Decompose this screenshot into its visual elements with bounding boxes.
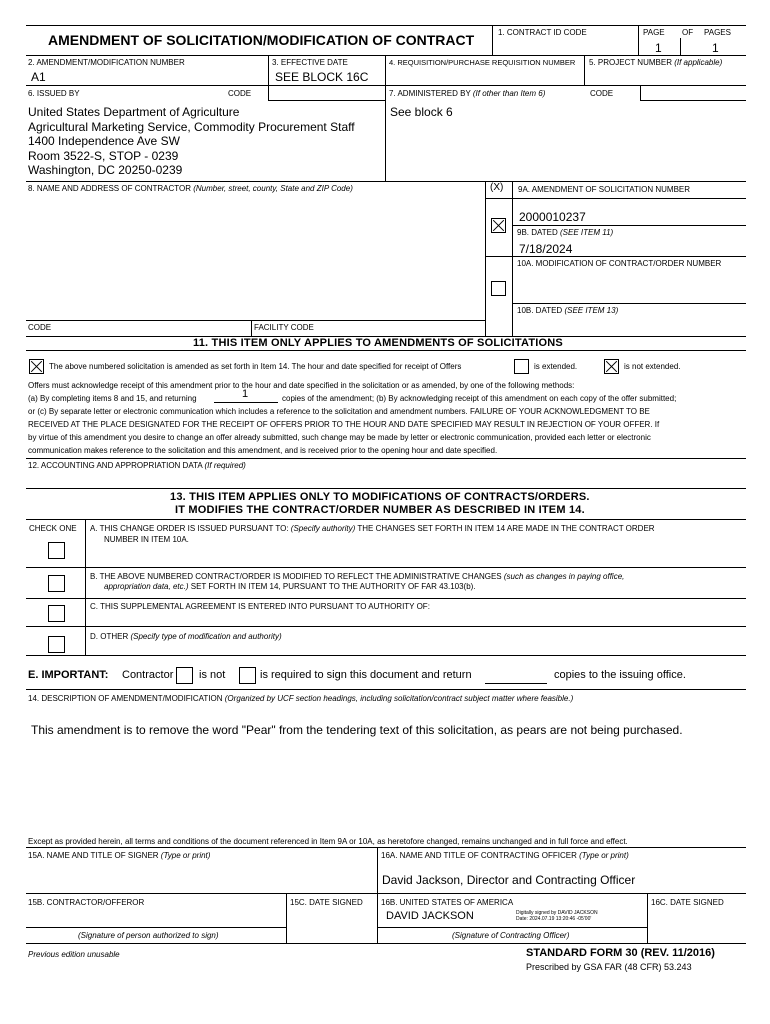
except-text: Except as provided herein, all terms and conditions of the document referenced in Item 9A or 10A, as heretofore changed, remains unchanged and in full force and effect. bbox=[28, 837, 628, 846]
amendment-number-value: A1 bbox=[31, 70, 46, 84]
dated-9b-label: 9B. DATED (SEE ITEM 11) bbox=[517, 228, 614, 237]
important-contractor: Contractor bbox=[122, 669, 174, 681]
modification-contract-number-label: 10A. MODIFICATION OF CONTRACT/ORDER NUMBER bbox=[517, 259, 722, 268]
contractor-offeror-label: 15B. CONTRACTOR/OFFEROR bbox=[28, 898, 145, 907]
item-11-title: 11. THIS ITEM ONLY APPLIES TO AMENDMENTS OF SOLICITATIONS bbox=[193, 337, 563, 349]
form-title: AMENDMENT OF SOLICITATION/MODIFICATION OF CONTRACT bbox=[48, 32, 475, 48]
issued-by-code-label: CODE bbox=[228, 89, 252, 98]
administered-by-label: 7. ADMINISTERED BY (If other than Item 6) bbox=[389, 89, 546, 98]
administered-by-value: See block 6 bbox=[390, 105, 453, 119]
item-13d-text: D. OTHER (Specify type of modification and authority) bbox=[90, 632, 282, 641]
signer-name-label: 15A. NAME AND TITLE OF SIGNER (Type or print) bbox=[28, 851, 211, 860]
extended-label: is extended. bbox=[534, 362, 578, 371]
accounting-data-label: 12. ACCOUNTING AND APPROPRIATION DATA (If required) bbox=[28, 461, 246, 470]
contractor-signature-caption: (Signature of person authorized to sign) bbox=[78, 931, 219, 940]
pages-label: PAGES bbox=[704, 28, 731, 37]
amendment-solicitation-number-value: 2000010237 bbox=[519, 210, 586, 224]
co-name-label: 16A. NAME AND TITLE OF CONTRACTING OFFICER (Type or print) bbox=[381, 851, 629, 860]
co-name-value: David Jackson, Director and Contracting Officer bbox=[382, 873, 636, 887]
not-extended-checkbox[interactable] bbox=[604, 359, 619, 374]
amendment-solicitation-number-label: 9A. AMENDMENT OF SOLICITATION NUMBER bbox=[518, 185, 691, 194]
amendment-checkbox-9[interactable] bbox=[491, 218, 506, 233]
co-date-signed-label: 16C. DATE SIGNED bbox=[651, 898, 724, 907]
description-label: 14. DESCRIPTION OF AMENDMENT/MODIFICATION (Organized by UCF section headings, including solicitation/contract subject matter where feasible.) bbox=[28, 694, 574, 703]
item-13b-text-2: appropriation data, etc.) SET FORTH IN ITEM 14, PURSUANT TO THE AUTHORITY OF FAR 43.103(b). bbox=[104, 582, 476, 591]
issued-by-address: United States Department of Agriculture Agricultural Marketing Service, Commodity Procurement Staff 1400 Independence Ave SW Room 3522-S, STOP - 0239 Washington, DC 20250-0239 bbox=[28, 105, 355, 177]
contractor-label: 8. NAME AND ADDRESS OF CONTRACTOR (Number, street, county, State and ZIP Code) bbox=[28, 184, 353, 193]
amendment-number-label: 2. AMENDMENT/MODIFICATION NUMBER bbox=[28, 58, 185, 67]
item-11-para-2a: (a) By completing items 8 and 15, and returning bbox=[28, 394, 197, 403]
item-11-para-1: Offers must acknowledge receipt of this amendment prior to the hour and date specified in the solicitation or as amended, by one of the following methods: bbox=[28, 381, 575, 390]
requisition-number-label: 4. REQUISITION/PURCHASE REQUISITION NUMBER bbox=[389, 58, 576, 67]
description-text: This amendment is to remove the word "Pear" from the tendering text of this solicitation, as pears are not being purchased. bbox=[31, 723, 683, 737]
item-13a-text: A. THIS CHANGE ORDER IS ISSUED PURSUANT TO: (Specify authority) THE CHANGES SET FORTH IN ITEM 14 ARE MADE IN THE CONTRACT ORDER bbox=[90, 524, 655, 533]
important-is-required: is required to sign this document and return bbox=[260, 669, 472, 681]
check-13a[interactable] bbox=[48, 542, 65, 559]
effective-date-label: 3. EFFECTIVE DATE bbox=[272, 58, 348, 67]
important-is-not: is not bbox=[199, 669, 226, 681]
x-column-label: (X) bbox=[490, 182, 504, 193]
digital-signature-line-2: Date: 2024.07.19 13:20:46 -05'00' bbox=[516, 916, 592, 922]
copies-returned-value: 1 bbox=[242, 388, 249, 400]
of-label: OF bbox=[682, 28, 694, 37]
form-number: STANDARD FORM 30 (REV. 11/2016) bbox=[526, 947, 715, 959]
item-13-title-1: 13. THIS ITEM APPLIES ONLY TO MODIFICATIONS OF CONTRACTS/ORDERS. bbox=[170, 491, 590, 503]
item-11-line1: The above numbered solicitation is amended as set forth in Item 14. The hour and date specified for receipt of Offers bbox=[49, 362, 462, 371]
item-13-title-2: IT MODIFIES THE CONTRACT/ORDER NUMBER AS DESCRIBED IN ITEM 14. bbox=[175, 504, 585, 516]
item-13b-text: B. THE ABOVE NUMBERED CONTRACT/ORDER IS MODIFIED TO REFLECT THE ADMINISTRATIVE CHANGES (such as changes in paying office, bbox=[90, 572, 625, 581]
dated-9b-value: 7/18/2024 bbox=[519, 242, 573, 256]
contractor-is-not-checkbox[interactable] bbox=[176, 667, 193, 684]
check-13b[interactable] bbox=[48, 575, 65, 592]
item-11-para-2b: copies of the amendment; (b) By acknowledging receipt of this amendment on each copy of the offer submitted; bbox=[282, 394, 677, 403]
check-13c[interactable] bbox=[48, 605, 65, 622]
important-copies: copies to the issuing office. bbox=[554, 669, 686, 681]
important-label: E. IMPORTANT: bbox=[28, 669, 109, 681]
item-11-para-3: or (c) By separate letter or electronic communication which includes a reference to the solicitation and amendment numbers. FAILURE OF YOUR ACKNOWLEDGMENT TO BE bbox=[28, 407, 650, 416]
contractor-is-required-checkbox[interactable] bbox=[239, 667, 256, 684]
item-13c-text: C. THIS SUPPLEMENTAL AGREEMENT IS ENTERED INTO PURSUANT TO AUTHORITY OF: bbox=[90, 602, 430, 611]
contractor-date-signed-label: 15C. DATE SIGNED bbox=[290, 898, 363, 907]
page-count: 1 bbox=[712, 41, 719, 55]
not-extended-label: is not extended. bbox=[624, 362, 681, 371]
check-one-label: CHECK ONE bbox=[29, 524, 77, 533]
co-signature-caption: (Signature of Contracting Officer) bbox=[452, 931, 570, 940]
digital-signature-line-1: Digitally signed by DAVID JACKSON bbox=[516, 910, 598, 916]
page-number: 1 bbox=[655, 41, 662, 55]
item-13a-text-2: NUMBER IN ITEM 10A. bbox=[104, 535, 189, 544]
amended-checkbox[interactable] bbox=[29, 359, 44, 374]
check-13d[interactable] bbox=[48, 636, 65, 653]
dated-10b-label: 10B. DATED (SEE ITEM 13) bbox=[517, 306, 619, 315]
item-11-para-6: communication makes reference to the solicitation and this amendment, and is received prior to the opening hour and date specified. bbox=[28, 446, 498, 455]
item-11-para-5: by virtue of this amendment you desire to change an offer already submitted, such change may be made by letter or electronic communication, provided each letter or electronic bbox=[28, 433, 651, 442]
previous-edition-note: Previous edition unusable bbox=[28, 950, 120, 959]
usa-label: 16B. UNITED STATES OF AMERICA bbox=[381, 898, 514, 907]
extended-checkbox[interactable] bbox=[514, 359, 529, 374]
modification-checkbox-10[interactable] bbox=[491, 281, 506, 296]
prescribed-by: Prescribed by GSA FAR (48 CFR) 53.243 bbox=[526, 962, 692, 972]
administered-by-code-label: CODE bbox=[590, 89, 614, 98]
item-11-para-4: RECEIVED AT THE PLACE DESIGNATED FOR THE RECEIPT OF OFFERS PRIOR TO THE HOUR AND DATE SPECIFIED MAY RESULT IN REJECTION OF YOUR OFFER. If bbox=[28, 420, 660, 429]
project-number-label: 5. PROJECT NUMBER (If applicable) bbox=[589, 58, 723, 67]
co-signer-name: DAVID JACKSON bbox=[386, 910, 474, 922]
issued-by-label: 6. ISSUED BY bbox=[28, 89, 80, 98]
effective-date-value: SEE BLOCK 16C bbox=[275, 70, 369, 84]
contractor-code-label: CODE bbox=[28, 323, 52, 332]
page-label: PAGE bbox=[643, 28, 665, 37]
contract-id-label: 1. CONTRACT ID CODE bbox=[498, 28, 587, 37]
important-copies-field[interactable] bbox=[485, 670, 547, 684]
facility-code-label: FACILITY CODE bbox=[254, 323, 314, 332]
